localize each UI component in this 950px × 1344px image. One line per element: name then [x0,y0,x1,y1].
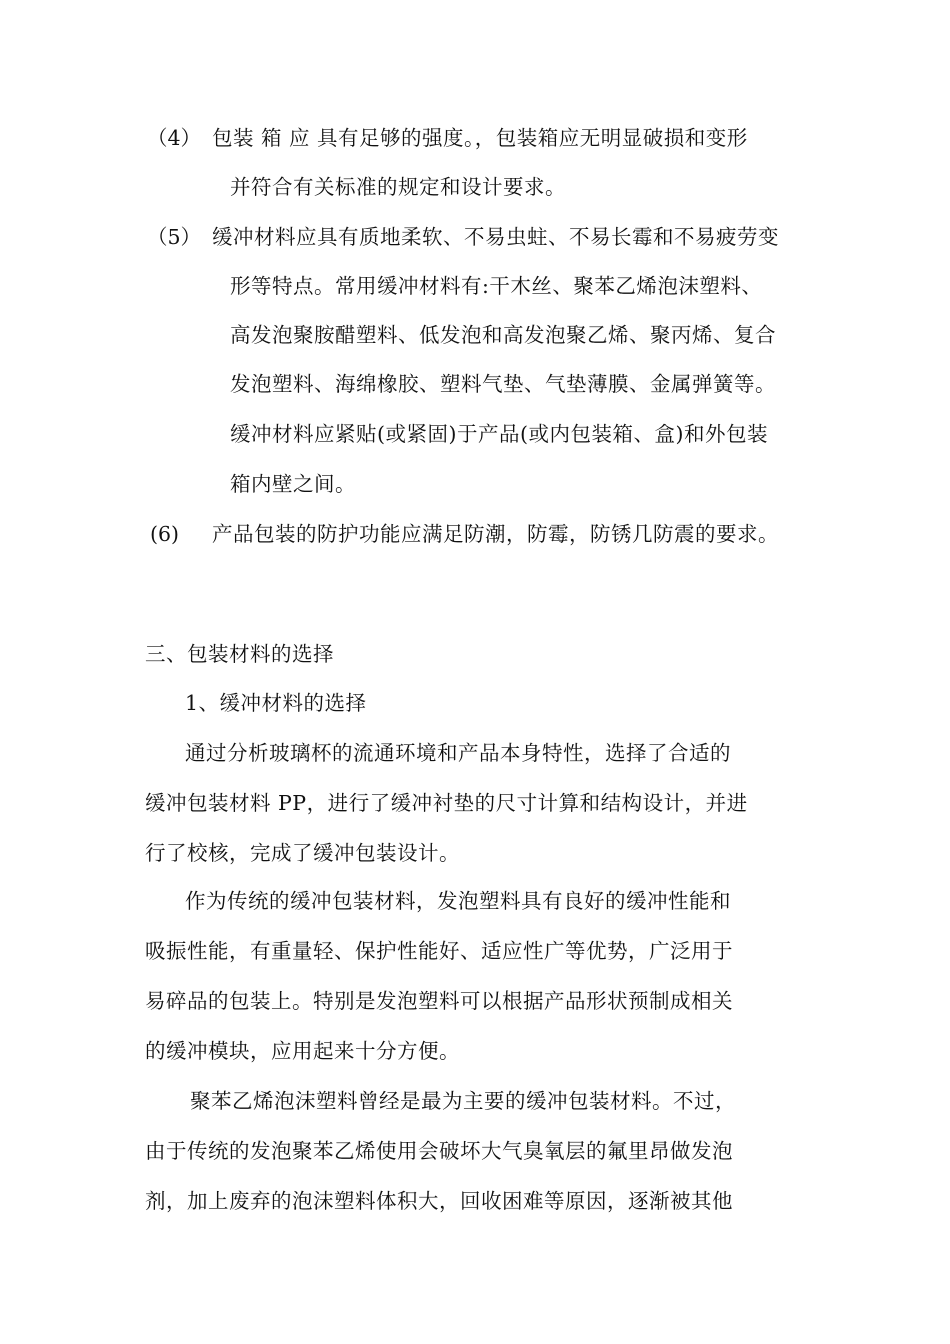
list-item-text-line: 缓冲材料应具有质地柔软、不易虫蛀、不易长霉和不易疲劳变 [212,225,779,249]
paragraph-line: 易碎品的包装上。特别是发泡塑料可以根据产品形状预制成相关 [145,989,733,1013]
list-item-text-line: 包装 箱 应 具有足够的强度。，包装箱应无明显破损和变形 [212,126,748,150]
subsection-heading: 1、缓冲材料的选择 [185,691,367,715]
paragraph-line: 通过分析玻璃杯的流通环境和产品本身特性，选择了合适的 [185,741,731,765]
list-item-text-line: 并符合有关标准的规定和设计要求。 [230,175,566,199]
paragraph-line: 聚苯乙烯泡沫塑料曾经是最为主要的缓冲包装材料。不过， [190,1089,736,1113]
paragraph-line: 作为传统的缓冲包装材料，发泡塑料具有良好的缓冲性能和 [185,889,731,913]
list-item-text-line: 发泡塑料、海绵橡胶、塑料气垫、气垫薄膜、金属弹簧等。 [230,372,776,396]
list-item-text-line: 箱内壁之间。 [230,472,356,496]
paragraph-line: 缓冲包装材料 PP，进行了缓冲衬垫的尺寸计算和结构设计，并进 [145,791,748,815]
paragraph-line: 吸振性能，有重量轻、保护性能好、适应性广等优势，广泛用于 [145,939,733,963]
list-item-text-line: 产品包装的防护功能应满足防潮，防霉，防锈几防震的要求。 [212,522,779,546]
paragraph-line: 行了校核，完成了缓冲包装设计。 [145,841,460,865]
list-item-text-line: 高发泡聚胺醋塑料、低发泡和高发泡聚乙烯、聚丙烯、复合 [230,323,776,347]
list-item-text-line: 形等特点。常用缓冲材料有:干木丝、聚苯乙烯泡沫塑料、 [230,274,763,298]
paragraph-line: 剂，加上废弃的泡沫塑料体积大，回收困难等原因，逐渐被其他 [145,1189,733,1213]
paragraph-line: 的缓冲模块，应用起来十分方便。 [145,1039,460,1063]
paragraph-line: 由于传统的发泡聚苯乙烯使用会破坏大气臭氧层的氟里昂做发泡 [145,1139,733,1163]
list-item-text-line: 缓冲材料应紧贴(或紧固)于产品(或内包装箱、盒)和外包装 [230,422,768,446]
list-item-number: （4） [147,126,202,150]
section-heading: 三、包装材料的选择 [145,642,334,666]
list-item-number: (6) [150,522,180,546]
list-item-number: （5） [147,225,202,249]
